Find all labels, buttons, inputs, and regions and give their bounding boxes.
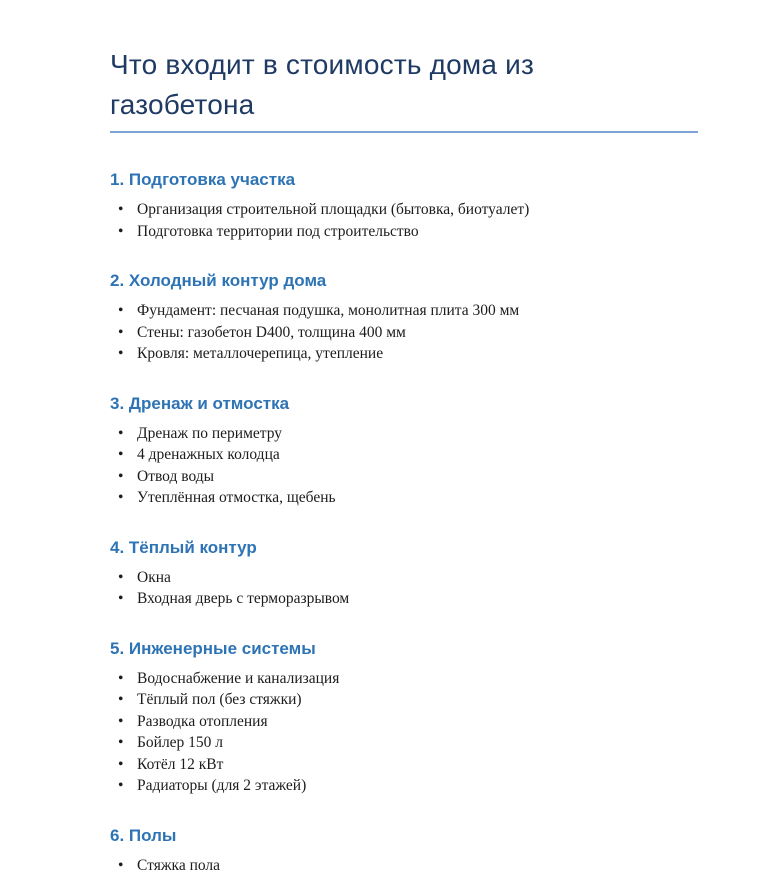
list-item-text: Дренаж по периметру [137, 424, 283, 442]
list-item [110, 300, 698, 322]
document-title: Что входит в стоимость дома из газобетона [110, 49, 535, 120]
list-item [110, 567, 698, 589]
bullet-icon: • [118, 222, 124, 240]
bullet-icon: • [118, 345, 124, 362]
list-item-text: Котёл 12 кВт [137, 755, 224, 773]
bullet-list [110, 300, 698, 365]
section-cold-contour [110, 270, 698, 365]
bullet-icon: • [118, 489, 124, 506]
bullet-icon: • [118, 302, 124, 319]
list-item-text: Окна [137, 568, 171, 586]
bullet-icon: • [118, 446, 124, 463]
bullet-icon: • [118, 201, 124, 218]
list-item [110, 322, 698, 344]
section-warm-contour [110, 537, 698, 610]
document-page [110, 0, 698, 876]
list-item [110, 588, 698, 610]
list-item-text: 4 дренажных колодца [137, 446, 280, 463]
section-heading: 6. Полы [110, 825, 177, 845]
list-item-text: Фундамент: песчаная подушка, монолитная плита 300 мм [137, 302, 520, 319]
section-engineering-systems [110, 638, 698, 797]
list-item [110, 855, 698, 877]
bullet-icon: • [118, 856, 124, 874]
bullet-list [110, 855, 698, 877]
bullet-icon: • [118, 590, 124, 607]
section-site-preparation [110, 169, 698, 242]
list-item [110, 668, 698, 690]
bullet-icon: • [118, 424, 124, 442]
list-item [110, 199, 698, 221]
list-item-text: Подготовка территории под строительство [137, 222, 419, 240]
list-item [110, 775, 698, 797]
list-item [110, 466, 698, 488]
bullet-icon: • [118, 669, 124, 687]
bullet-list [110, 423, 698, 509]
bullet-list [110, 668, 698, 797]
list-item [110, 711, 698, 733]
bullet-list [110, 199, 698, 242]
list-item-text: Разводка отопления [137, 712, 268, 730]
list-item-text: Утеплённая отмостка, щебень [137, 489, 336, 506]
list-item-text: Организация строительной площадки (бытовка, биотуалет) [137, 201, 530, 218]
bullet-list [110, 567, 698, 610]
list-item-text: Кровля: металлочерепица, утепление [137, 345, 384, 362]
list-item [110, 689, 698, 711]
list-item-text: Стяжка пола [137, 856, 221, 874]
bullet-icon: • [118, 568, 124, 586]
bullet-icon: • [118, 712, 124, 730]
bullet-icon: • [118, 691, 124, 708]
section-heading: 2. Холодный контур дома [110, 271, 327, 290]
list-item [110, 444, 698, 466]
list-item [110, 221, 698, 243]
list-item-text: Входная дверь с терморазрывом [137, 590, 350, 607]
list-item [110, 343, 698, 365]
section-heading: 4. Тёплый контур [110, 537, 257, 557]
section-floors [110, 825, 698, 877]
list-item-text: Водоснабжение и канализация [137, 669, 340, 687]
list-item-text: Отвод воды [137, 467, 215, 485]
list-item [110, 423, 698, 445]
bullet-icon: • [118, 777, 124, 794]
list-item-text: Стены: газобетон D400, толщина 400 мм [137, 323, 406, 341]
list-item-text: Радиаторы (для 2 этажей) [137, 777, 307, 794]
list-item-text: Бойлер 150 л [137, 734, 224, 751]
list-item-text: Тёплый пол (без стяжки) [137, 691, 302, 708]
section-drainage [110, 393, 698, 509]
bullet-icon: • [118, 734, 124, 751]
bullet-icon: • [118, 755, 124, 773]
section-heading: 3. Дренаж и отмостка [110, 393, 290, 413]
title-divider [110, 131, 698, 133]
section-heading: 5. Инженерные системы [110, 638, 316, 658]
bullet-icon: • [118, 323, 124, 341]
bullet-icon: • [118, 467, 124, 485]
section-heading: 1. Подготовка участка [110, 170, 296, 189]
list-item [110, 487, 698, 509]
list-item [110, 732, 698, 754]
list-item [110, 754, 698, 776]
